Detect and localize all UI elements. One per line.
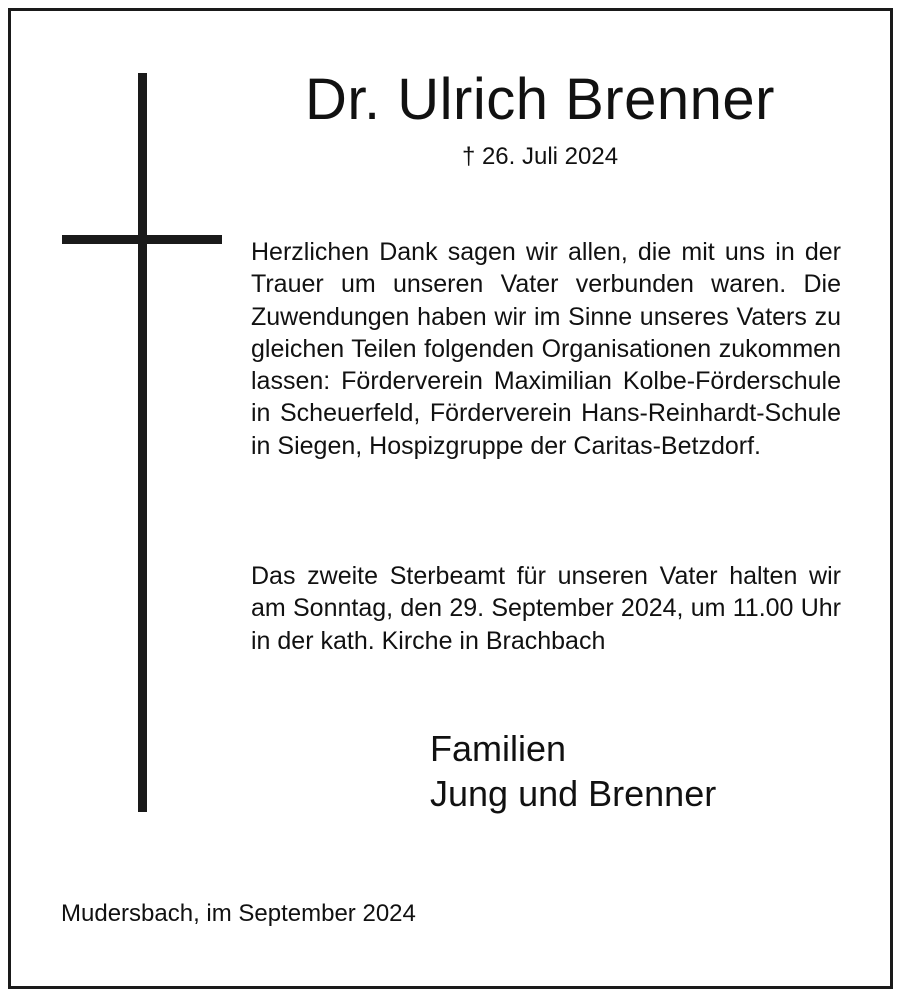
deceased-name: Dr. Ulrich Brenner <box>305 67 775 132</box>
cross-horizontal-bar <box>62 235 222 244</box>
memorial-mass-paragraph: Das zweite Sterbeamt für unseren Vater halten wir am Sonntag, den 29. September 2024, um 11.00 Uhr in der kath. Kirche in Brachbach <box>251 562 841 655</box>
family-line-1: Familien <box>430 728 567 769</box>
death-date: † 26. Juli 2024 <box>461 143 619 170</box>
family-signature <box>430 726 716 816</box>
family-line-2: Jung und Brenner <box>430 773 717 814</box>
thanks-paragraph: Herzlichen Dank sagen wir allen, die mit uns in der Trauer um unseren Vater verbunden waren. Die Zuwendungen haben wir im Sinne unseres Vaters zu gleichen Teilen folgenden Organisationen zukommen lassen: Förderverein Maximilian Kolbe-Förderschule in Scheuerfeld, Förderverein Hans-Reinhardt-Schule in Siegen, Hospizgruppe der Caritas-Betzdorf. <box>251 238 841 460</box>
cross-vertical-bar <box>138 73 147 812</box>
place-and-date: Mudersbach, im September 2024 <box>61 900 416 927</box>
